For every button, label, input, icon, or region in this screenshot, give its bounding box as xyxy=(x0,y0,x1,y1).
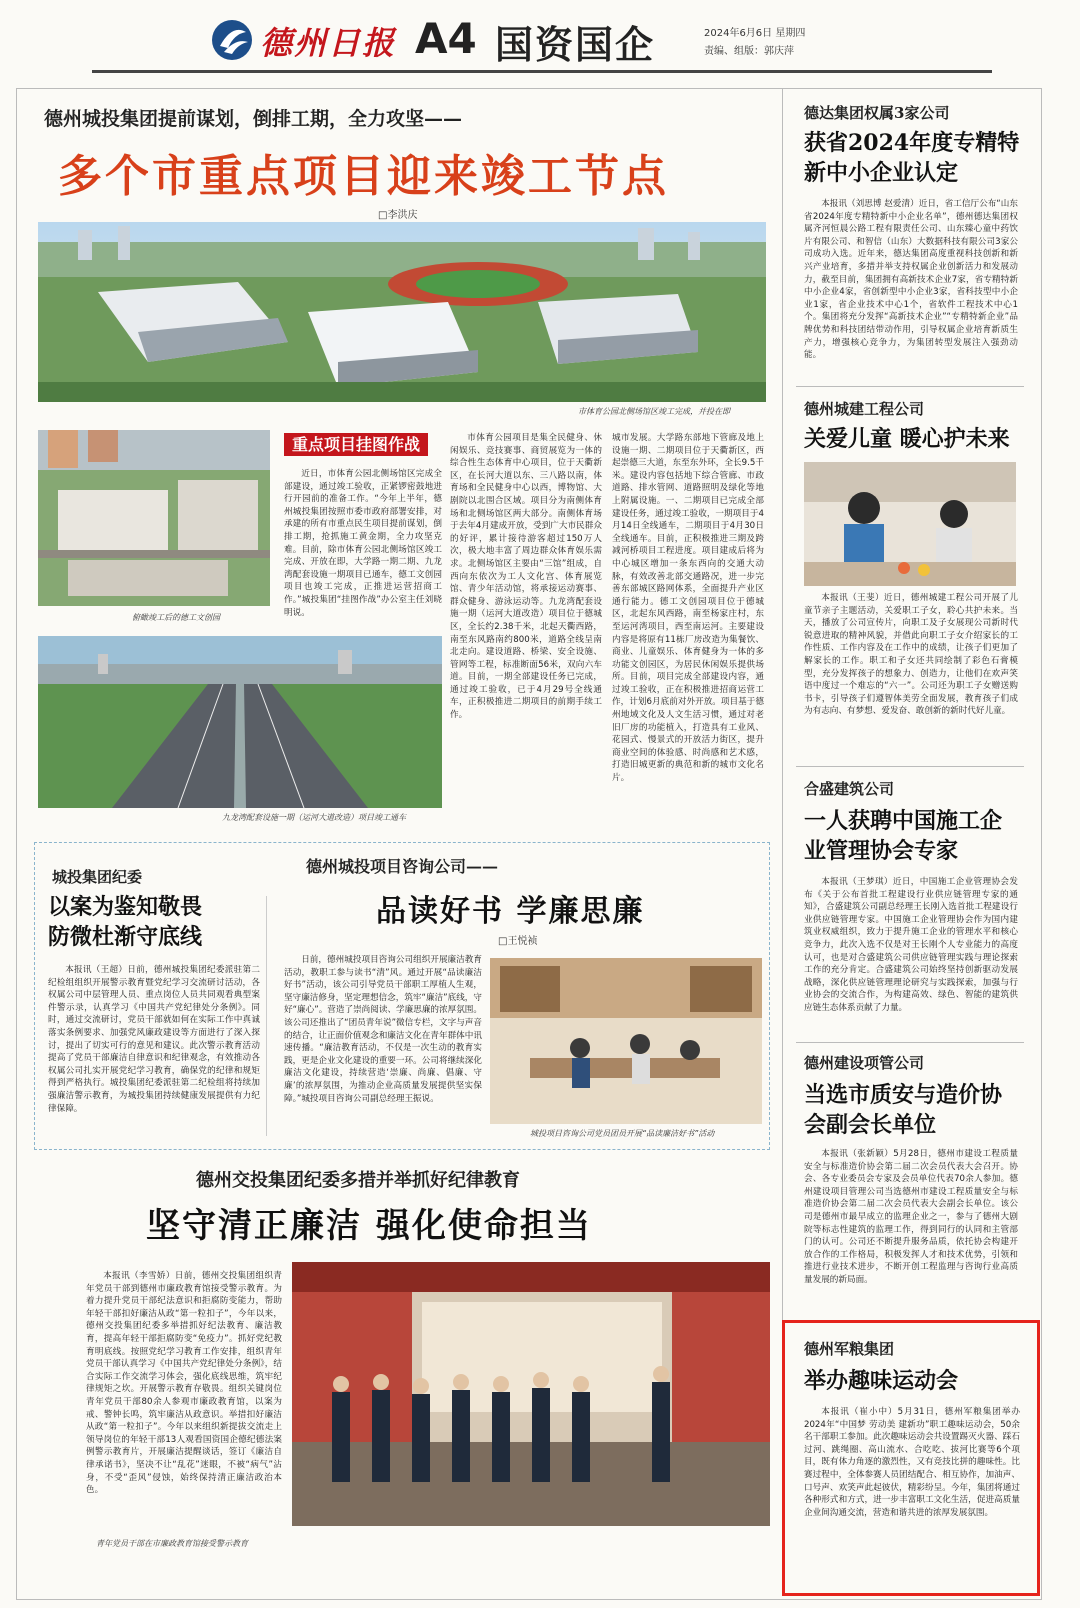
right-item-5-kicker: 德州军粮集团 xyxy=(804,1340,895,1358)
jiaotou-photo-caption: 青年党员干部在市廉政教育馆接受警示教育 xyxy=(96,1539,248,1548)
right-item-5-headline: 举办趣味运动会 xyxy=(804,1368,959,1394)
right-item-5-body: 本报讯（崔小中）5月31日，德州军粮集团举办2024年“中国梦 劳动美 建新功”职工趣味运动会，50余名干部职工参加。此次趣味运动会共设置踢灭火器、踩石过河、跳绳圈、高山流水、合吃吃、拔河比赛等6个项目，既有体力角逐的激烈性，又有竞技比拼的趣味性。比赛过程中，全体参赛人员团结配合、相互协作，加油声、口号声、欢笑声此起彼伏，精彩纷呈。今年，集团将通过各种形式和方式，进一步丰富职工文化生活，促进高质量企业间沟通交流，营造和谐共进的浓厚发展氛围。 xyxy=(804,1407,1020,1518)
key-project-badge-label: 重点项目挂图作战 xyxy=(284,433,428,456)
column-divider xyxy=(782,88,783,1328)
children-painting-photo xyxy=(804,462,1016,586)
right-item-1-kicker: 德达集团权属3家公司 xyxy=(804,104,950,122)
right-separator-1 xyxy=(796,386,1024,387)
header-rule xyxy=(92,70,992,73)
discipline-body: 本报讯（王超）日前，德州城投集团纪委派驻第二纪检组组织开展警示教育暨党纪学习交流研讨活动，各权属公司中层管理人员、重点岗位人员共同观看典型案件警示录，认真学习《中国共产党纪律处分条例》。同时，通过交流研讨，党员干部就如何在实际工作中真诚落实条例要求、加强党风廉政建设等方面进行了深入探讨，提出了切实可行的意见和建议。此次警示教育活动提高了党员干部廉洁自律意识和纪律观念，有效推动各权属公司扎实开展党纪学习教育，确保党的纪律和规矩得到严格执行。城投集团纪委派驻第二纪检组将持续加强廉洁警示教育，为城投集团持续健康发展提供有力纪律保障。 xyxy=(48,965,260,1114)
lead-body-col2: 市体育公园项目是集全民健身、休闲娱乐、竞技赛事、商贸展览为一体的综合性生态体育中心项目，位于天衢新区，在长河大道以东、三八路以南，体育场和全民健身中心以西，博物馆、大剧院以北围合区域。项目分为南侧体育场和北侧场馆区两大部分。南侧体育场于去年4月建成开放，受到广大市民群众的好评，累计接待游客超过150万人次，极大地丰富了周边群众体育娱乐需求。北侧场馆区主要由“三馆”组成，自西向东依次为工人文化宫、体育展览馆、青少年活动馆，将承接运动赛事、群众健身、游泳运动等。九龙湾配套设施一期（运河大道改造）项目位于德城区，全长约2.38千米，北起天衢西路，南至东风路南约800米，道路全线呈南北走向。建设道路、桥梁、安全设施、管网等工程，标准断面56米，双向六车道。目前，一期全部建设任务已完成，通过竣工验收，已于4月29号全线通车，正积极推进二期项目的前期手续工作。 xyxy=(450,433,602,721)
lead-byline: □李洪庆 xyxy=(378,210,418,221)
lead-photo1-caption: 市体育公园北侧场馆区竣工完成，并投在即 xyxy=(578,407,730,416)
jiaotou-kicker: 德州交投集团纪委多措并举抓好纪律教育 xyxy=(196,1170,520,1191)
right-item-3-headline: 一人获聘中国施工企业管理协会专家 xyxy=(804,808,1003,864)
canal-avenue-road-photo xyxy=(38,636,442,808)
lead-photo2-caption: 俯瞰竣工后的德工文创园 xyxy=(132,613,220,622)
right-separator-2 xyxy=(796,766,1024,767)
anti-corruption-museum-photo xyxy=(292,1262,770,1526)
discipline-headline-line1: 以案为鉴知敬畏 xyxy=(48,894,203,920)
right-separator-3 xyxy=(796,1042,1024,1043)
right-item-3-body: 本报讯（王梦琪）近日，中国施工企业管理协会发布《关于公布首批工程建设行业供应链管理专家的通知》，合盛建筑公司副总经理王长刚入选首批工程建设行业供应链管理专家。中国施工企业管理协会作为国内建筑业权威组织，致力于提升施工企业的管理水平和核心竞争力，此次入选不仅是对王长刚个人专业能力的高度认可，也是对合盛建筑公司供应链管理实践与理论探索工作的充分肯定。合盛建筑公司始终坚持创新驱动发展战略，深化供应链管理理论研究与实践探索，加强与行业协会的交流合作，为构建高效、绿色、智能的建筑供应链生态体系贡献了力量。 xyxy=(804,877,1018,1013)
right-item-2-kicker: 德州城建工程公司 xyxy=(804,400,925,418)
right-item-1-headline: 获省2024年度专精特新中小企业认定 xyxy=(804,130,1020,186)
jiaotou-body: 本报讯（李雪娇）日前，德州交投集团组织青年党员干部到德州市廉政教育馆接受警示教育。为着力提升党员干部纪法意识和拒腐防变能力，帮助年轻干部扣好廉洁从政“第一粒扣子”，今年以来，德州交投集团纪委多举措抓好纪法教育、廉洁教育，提高年轻干部拒腐防变“免疫力”。抓好党纪教育明底线。按照党纪学习教育工作安排，组织青年党员干部认真学习《中国共产党纪律处分条例》，结合实际工作交流学习体会，强化底线思维，筑牢纪律规矩之坎。开展警示教育存敬畏。组织关键岗位青年党员干部80余人参观市廉政教育馆，以案为戒、警钟长鸣，筑牢廉洁从政意识。举措扣好廉洁从政“第一粒扣子”。今年以来组织新提拔交流走上领导岗位的年轻干部13人观看国资国企德纪德法案例警示教育片，开展廉洁提醒谈话，签订《廉洁自律承诺书》，坚决不让“乱花”迷眼，不被“病气”沾身，不受“歪风”侵蚀，始终保持清正廉洁政治本色。 xyxy=(86,1271,282,1496)
lead-body-col3: 城市发展。大学路东部地下管廊及地上设施一期、二期项目位于天衢新区，西起崇德三大道，东至东外环，全长9.5千米。建设内容包括地下综合管廊、市政道路、排水管网、道路照明及绿化等地上附属设施。一、二期项目已完成全部建设任务，通过竣工验收，一期项目于4月14日全线通车，二期项目于4月30日全线通车。目前，正积极推进三期及跨减河桥项目工程进度。项目建成后将为中心城区增加一条东西向的交通大动脉，有效改善北部交通路况，进一步完善东部城区路网体系，全面提升产业区通行能力。德工文创园项目位于德城区，北起东风西路，南至杨家庄村，东至运河湾项目，西至南运河。主要建设内容是将原有11栋厂房改造为集餐饮、商业、儿童娱乐、体育健身为一体的多功能文创园区，为居民休闲娱乐提供场所。目前，项目完成全部建设内容，通过竣工验收，正在积极推进招商运营工作，计划6月底前对外开放。项目基于德州地域文化及人文生活习惯，通过对老旧厂房的功能植入，打造具有工业风、花园式、慢景式的开放活力街区，提升商业空间的体验感、时尚感和艺术感，打造旧城更新的典范和新的城市文化名片。 xyxy=(612,433,764,784)
consulting-byline: □王悦祯 xyxy=(498,936,538,947)
consulting-org-kicker: 德州城投项目咨询公司—— xyxy=(306,857,499,876)
issue-date: 2024年6月6日 星期四 xyxy=(704,28,806,39)
section-name: 国资国企 xyxy=(495,23,656,67)
lead-photo3-caption: 九龙湾配套设施一期（运河大道改造）项目竣工通车 xyxy=(222,813,406,822)
right-item-4-headline: 当选市质安与造价协会副会长单位 xyxy=(804,1082,1003,1138)
lead-headline: 多个市重点项目迎来竣工节点 xyxy=(58,151,669,202)
page-number: A4 xyxy=(415,14,477,63)
discipline-kicker: 城投集团纪委 xyxy=(52,868,143,886)
right-item-2-headline: 关爱儿童 暖心护未来 xyxy=(804,426,1010,452)
right-item-1-body: 本报讯（刘思博 赵爱清）近日，省工信厅公布“山东省2024年度专精特新中小企业名单”，德州德达集团权属齐河恒晨公路工程有限责任公司、山东臻心童中药饮片有限公司、和智信（山东）大数据科技有限公司3家公司成功入选。近年来，德达集团高度重视科技创新和新兴产业培育，多措并举支持权属企业创新活力和发展动力，截至目前，集团拥有高新技术企业7家，省专精特新中小企业4家，省创新型中小企业3家，省科技型中小企业1家，省企业技术中心1个，省软件工程技术中心1个。集团将充分发挥“高新技术企业”“专精特新企业”品牌优势和科技团结带动作用，引导权属企业培育新质生产力，增强核心竞争力，为集团转型发展注入强劲动能。 xyxy=(804,199,1018,361)
consulting-body: 日前，德州城投项目咨询公司组织开展廉洁教育活动，教职工参与读书“清”风。通过开展“品读廉洁好书”活动，该公司引导党员干部职工厚植人生观，坚守廉洁修身，坚定理想信念，筑牢“廉洁”底线，守好“廉心”。营造了崇尚阅读、学廉思廉的浓厚氛围。该公司还推出了“团员青年说”微信专栏，文字与声音的结合，让正面价值观念和廉洁文化在青年群体中讯速传播。“廉洁教育活动，不仅是一次生动的教育实践，更是企业文化建设的重要一环。公司将继续深化廉洁文化建设，持续营造‘崇廉、尚廉、倡廉、守廉’的浓厚氛围，为推动企业高质量发展提供坚实保障。”城投项目咨询公司副总经理王振说。 xyxy=(284,955,482,1104)
newspaper-logo-icon xyxy=(210,18,254,62)
right-item-3-kicker: 合盛建筑公司 xyxy=(804,780,895,798)
paper-name: 德州日报 xyxy=(260,24,397,62)
sports-park-aerial-photo xyxy=(38,222,766,402)
lead-body-col1: 近日，市体育公园北侧场馆区完成全部建设，通过竣工验收，正紧锣密鼓地进行开园前的准备工作。“今年上半年，德州城投集团按照市委市政府部署安排，对承建的所有市重点民生项目提前谋划，倒排工期，抢抓施工黄金期，全力攻坚克难。目前，除市体育公园北侧场馆区竣工完成、开放在即，大学路一期二期、九龙湾配套设施一期项目已通车，德工文创园项目也竣工完成，正推进运营招商工作。”城投集团“挂图作战”办公室主任刘晓明说。 xyxy=(284,469,442,618)
discipline-headline-line2: 防微杜渐守底线 xyxy=(48,924,203,950)
culture-park-aerial-photo xyxy=(38,430,270,606)
right-item-2-body: 本报讯（王斐）近日，德州城建工程公司开展了儿童节亲子主题活动，关爱职工子女，聆心共护未来。当天，播放了公司宣传片，向职工及子女展现公司新时代锐意进取的精神风貌，并借此向职工子女介绍家长的工作性质、工作内容及在工作中的成绩，让孩子们更加了解家长的工作。职工和子女还共同绘制了彩色石膏模型，充分发挥孩子的想象力、创造力，让他们在欢声笑语中度过一个难忘的“六一”。公司还为职工子女赠送购书卡，引导孩子们遵智体美劳全面发展，教育孩子们成为有志向、有梦想、爱发奋、敢创新的新时代好儿童。 xyxy=(804,593,1018,717)
lead-kicker: 德州城投集团提前谋划，倒排工期，全力攻坚—— xyxy=(44,108,463,130)
consulting-photo-caption: 城投项目咨询公司党员团员开展“品读廉洁好书”活动 xyxy=(530,1129,715,1138)
consulting-headline: 品读好书 学廉思廉 xyxy=(376,894,645,929)
right-item-4-kicker: 德州建设项管公司 xyxy=(804,1054,925,1072)
reading-activity-photo xyxy=(490,958,762,1124)
key-project-badge xyxy=(284,432,434,462)
editor-credit: 责编、组版：郭庆萍 xyxy=(704,46,794,57)
lianzheng-inner-rule xyxy=(266,896,267,1136)
right-item-4-body: 本报讯（张新颖）5月28日，德州市建设工程质量安全与标准造价协会第二届二次会员代表大会召开。协会、各专业委员会专家及会员单位代表70余人参加。德州建设项目管理公司当选德州市建设工程质量安全与标准造价协会第二届二次会员代表大会副会长单位。该公司是德州市最早成立的监理企业之一，参与了德州大剧院等标志性建筑的监理工作，得到同行的认同和主管部门的认可。公司还不断提升服务品质，依托协会构建开放合作的工作格局，积极发挥人才和技术优势，引领和推进行业技术进步，不断开创工程监理与咨询行业高质量发展的新局面。 xyxy=(804,1149,1018,1285)
jiaotou-headline: 坚守清正廉洁 强化使命担当 xyxy=(146,1206,592,1246)
